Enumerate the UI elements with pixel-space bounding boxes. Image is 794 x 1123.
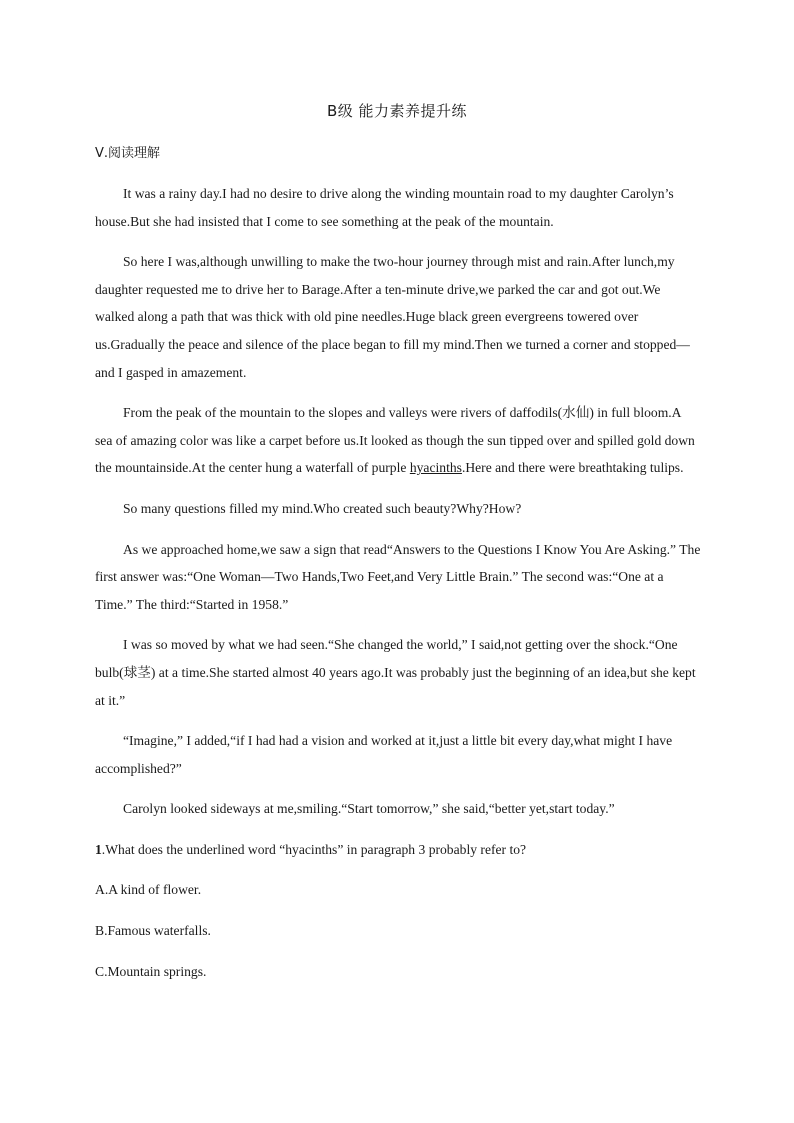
page-title: B级 能力素养提升练 bbox=[326, 102, 468, 120]
question-text: .What does the underlined word “hyacinths” in paragraph 3 probably refer to? bbox=[101, 841, 527, 857]
option-b: B.Famous waterfalls. bbox=[95, 923, 211, 939]
underlined-word: hyacinths bbox=[409, 460, 462, 476]
option-a: A.A kind of flower. bbox=[95, 882, 202, 898]
paragraph-1: It was a rainy day.I had no desire to drive along the winding mountain road to my daughter Carolyn’s house.But she had insisted that I come to see something at the peak of the mountain. bbox=[95, 186, 674, 229]
paragraph-2: So here I was,although unwilling to make the two-hour journey through mist and rain.After lunch,my daughter requested me to drive her to Barage.After a ten-minute drive,we parked the car and got out.We walked along a path that was thick with old pine needles.Huge black green evergreens towered over us.Gradually the peace and silence of the place began to fill my mind.Then we turned a corner and stopped—and I gasped in amazement. bbox=[95, 254, 690, 380]
question-number: 1 bbox=[95, 841, 102, 857]
paragraph-5: As we approached home,we saw a sign that read“Answers to the Questions I Know You Are Asking.” The first answer was:“One Woman—Two Hands,Two Feet,and Very Little Brain.” The second was:“One at a Time.” The third:“Started in 1958.” bbox=[95, 541, 701, 612]
paragraph-6: I was so moved by what we had seen.“She changed the world,” I said,not getting over the shock.“One bulb(球茎) at a time.She started almost 40 years ago.It was probably just the beginning of an idea,but she kept at it.” bbox=[95, 637, 696, 708]
paragraph-3-text-after: .Here and there were breathtaking tulips. bbox=[461, 460, 684, 476]
paragraph-3-text-before: From the peak of the mountain to the slopes and valleys were rivers of daffodils(水仙) in full bloom.A sea of amazing color was like a carpet before us.It looked as though the sun tipped over and spilled gold down the mountainside.At the center hung a waterfall of purple bbox=[95, 405, 695, 476]
paragraph-8: Carolyn looked sideways at me,smiling.“Start tomorrow,” she said,“better yet,start today.” bbox=[123, 801, 615, 817]
option-c: C.Mountain springs. bbox=[95, 963, 207, 979]
paragraph-3 bbox=[95, 399, 701, 482]
section-heading: Ⅴ.阅读理解 bbox=[95, 146, 161, 161]
paragraph-4: So many questions filled my mind.Who created such beauty?Why?How? bbox=[123, 500, 522, 516]
question-1-stem bbox=[95, 836, 701, 864]
reading-passage bbox=[95, 180, 701, 998]
paragraph-7: “Imagine,” I added,“if I had had a vision and worked at it,just a little bit every day,what might I have accomplished?” bbox=[95, 733, 673, 776]
